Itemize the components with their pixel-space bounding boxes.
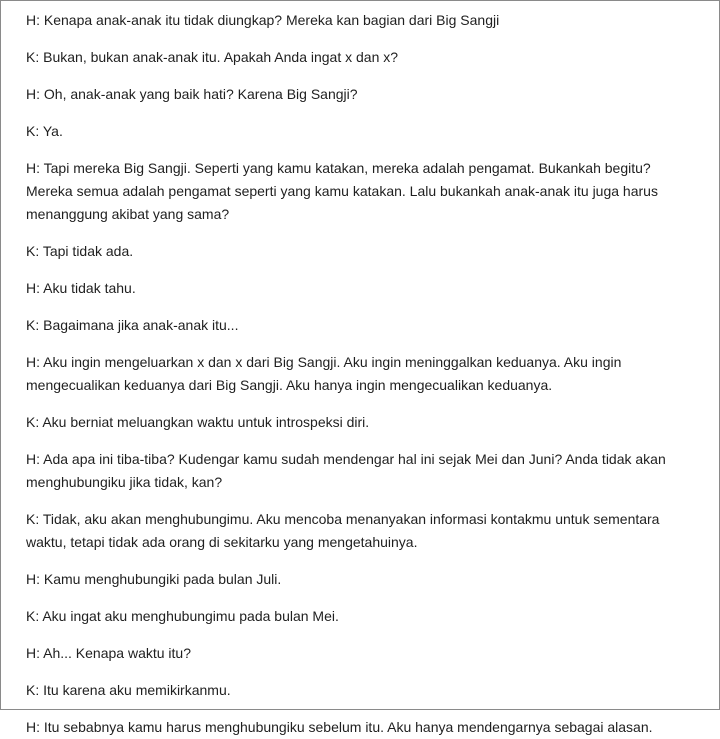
dialogue-line: H: Kamu menghubungiki pada bulan Juli.: [26, 571, 282, 587]
dialogue-line: K: Bagaimana jika anak-anak itu...: [26, 317, 239, 333]
dialogue-line: K: Bukan, bukan anak-anak itu. Apakah Anda ingat x dan x?: [26, 49, 399, 65]
dialogue-line: H: Aku tidak tahu.: [26, 280, 136, 296]
dialogue-line: H: Itu sebabnya kamu harus menghubungiku sebelum itu. Aku hanya mendengarnya sebagai alasan.: [26, 719, 653, 735]
dialogue-line: K: Tapi tidak ada.: [26, 243, 134, 259]
dialogue-line: K: Itu karena aku memikirkanmu.: [26, 682, 231, 698]
dialogue-line: H: Tapi mereka Big Sangji. Seperti yang kamu katakan, mereka adalah pengamat. Bukankah begitu? Mereka semua adalah pengamat seperti yang kamu katakan. Lalu bukankah anak-anak itu juga harus menanggung akibat yang sama?: [26, 160, 658, 222]
dialogue-line: H: Oh, anak-anak yang baik hati? Karena Big Sangji?: [26, 86, 358, 102]
dialogue-line: H: Ah... Kenapa waktu itu?: [26, 645, 191, 661]
dialogue-line: H: Kenapa anak-anak itu tidak diungkap? Mereka kan bagian dari Big Sangji: [26, 12, 500, 28]
dialogue-line: K: Tidak, aku akan menghubungimu. Aku mencoba menanyakan informasi kontakmu untuk sementara waktu, tetapi tidak ada orang di sekitarku yang mengetahuinya.: [26, 511, 660, 550]
dialogue-line: K: Ya.: [26, 123, 63, 139]
dialogue-line: K: Aku berniat meluangkan waktu untuk introspeksi diri.: [26, 414, 370, 430]
dialogue-line: K: Aku ingat aku menghubungimu pada bulan Mei.: [26, 608, 339, 624]
dialogue-line: H: Ada apa ini tiba-tiba? Kudengar kamu sudah mendengar hal ini sejak Mei dan Juni? Anda tidak akan menghubungiku jika tidak, kan?: [26, 451, 666, 490]
dialogue-line: H: Aku ingin mengeluarkan x dan x dari Big Sangji. Aku ingin meninggalkan keduanya. Aku ingin mengecualikan keduanya dari Big Sangji. Aku hanya ingin mengecualikan keduanya.: [26, 354, 622, 393]
